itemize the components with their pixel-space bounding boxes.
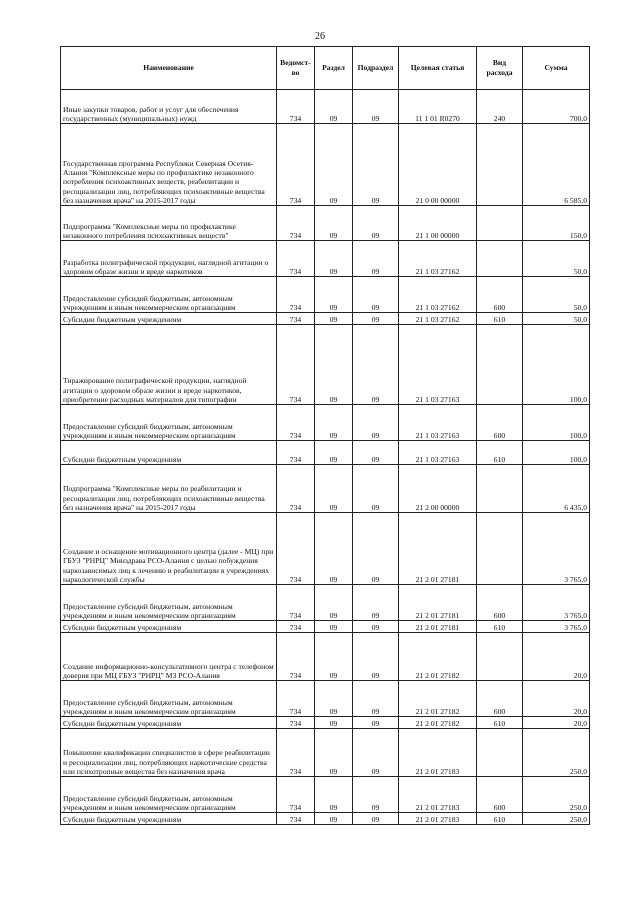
header-amount: Сумма: [523, 47, 590, 90]
table-row: [61, 405, 590, 441]
row-subsection: 09: [353, 513, 399, 585]
row-amount: 50,0: [523, 313, 590, 325]
row-expense-type: 240: [477, 90, 523, 124]
row-subsection: 09: [353, 729, 399, 777]
row-section: 09: [315, 405, 353, 441]
row-department: 734: [277, 621, 315, 633]
row-target-article: 21 2 00 00000: [399, 465, 477, 513]
row-expense-type: [477, 206, 523, 241]
row-amount: 20,0: [523, 717, 590, 729]
row-expense-type: [477, 241, 523, 277]
header-target-article: Целевая статья: [399, 47, 477, 90]
row-amount: 6 585,0: [523, 124, 590, 206]
row-department: 734: [277, 813, 315, 825]
row-target-article: 21 1 03 27162: [399, 277, 477, 313]
row-department: 734: [277, 313, 315, 325]
row-subsection: 09: [353, 633, 399, 681]
row-target-article: 21 2 01 27181: [399, 513, 477, 585]
row-subsection: 09: [353, 405, 399, 441]
row-amount: 100,0: [523, 441, 590, 465]
row-name: Создание и оснащение мотивационного центра (далее - МЦ) при ГБУЗ "РНРЦ" Минздрава РСО-Алания с целью побуждения наркозависимых лиц к лечению и реабилитации в учреждениях наркологической службы: [61, 513, 277, 585]
row-name: Предоставление субсидий бюджетным, автономным учреждениям и иным некоммерческим организациям: [61, 777, 277, 813]
table-row: [61, 90, 590, 124]
row-section: 09: [315, 513, 353, 585]
row-department: 734: [277, 585, 315, 621]
row-target-article: 21 0 00 00000: [399, 124, 477, 206]
row-section: 09: [315, 813, 353, 825]
header-expense-type: Вид расхода: [477, 47, 523, 90]
row-name: Разработка полиграфической продукции, наглядной агитации о здоровом образе жизни и вреде наркотиков: [61, 241, 277, 277]
table-row: [61, 313, 590, 325]
header-subsection: Подраздел: [353, 47, 399, 90]
row-name: Субсидии бюджетным учреждениям: [61, 313, 277, 325]
row-amount: 3 765,0: [523, 513, 590, 585]
row-amount: 250,0: [523, 777, 590, 813]
row-subsection: 09: [353, 241, 399, 277]
row-expense-type: [477, 729, 523, 777]
table-row: [61, 465, 590, 513]
row-target-article: 21 1 03 27163: [399, 441, 477, 465]
row-name: Повышение квалификации специалистов в сфере реабилитации и ресоциализации лиц, потребляющих наркотические средства или психотропные вещества без назначения врача: [61, 729, 277, 777]
row-name: Предоставление субсидий бюджетным, автономным учреждениям и иным некоммерческим организациям: [61, 585, 277, 621]
row-amount: 250,0: [523, 729, 590, 777]
row-amount: 100,0: [523, 405, 590, 441]
row-subsection: 09: [353, 441, 399, 465]
row-section: 09: [315, 277, 353, 313]
row-department: 734: [277, 124, 315, 206]
row-section: 09: [315, 441, 353, 465]
row-subsection: 09: [353, 585, 399, 621]
row-name: Субсидии бюджетным учреждениям: [61, 441, 277, 465]
row-amount: 3 765,0: [523, 621, 590, 633]
row-expense-type: [477, 124, 523, 206]
row-department: 734: [277, 405, 315, 441]
row-expense-type: 600: [477, 405, 523, 441]
row-name: Подпрограмма "Комплексные меры по реабилитации и ресоциализации лиц, потребляющих психоактивные вещества без назначения врача" на 2015-2017 годы: [61, 465, 277, 513]
table-row: [61, 241, 590, 277]
row-subsection: 09: [353, 621, 399, 633]
table-row: [61, 124, 590, 206]
row-amount: 250,0: [523, 813, 590, 825]
table-header-row: [61, 47, 590, 90]
row-section: 09: [315, 124, 353, 206]
row-expense-type: 610: [477, 441, 523, 465]
row-name: Подпрограмма "Комплексные меры по профилактике незаконного потребления психоактивных веществ": [61, 206, 277, 241]
row-target-article: 21 1 03 27163: [399, 405, 477, 441]
row-subsection: 09: [353, 277, 399, 313]
row-expense-type: 610: [477, 813, 523, 825]
table-row: [61, 813, 590, 825]
row-target-article: 21 1 00 00000: [399, 206, 477, 241]
row-section: 09: [315, 633, 353, 681]
row-section: 09: [315, 90, 353, 124]
row-name: Субсидии бюджетным учреждениям: [61, 717, 277, 729]
row-department: 734: [277, 777, 315, 813]
row-target-article: 21 2 01 27181: [399, 621, 477, 633]
row-department: 734: [277, 90, 315, 124]
table-row: [61, 585, 590, 621]
row-name: Субсидии бюджетным учреждениям: [61, 621, 277, 633]
row-target-article: 21 2 01 27182: [399, 717, 477, 729]
row-amount: 50,0: [523, 277, 590, 313]
row-name: Иные закупки товаров, работ и услуг для обеспечения государственных (муниципальных) нужд: [61, 90, 277, 124]
row-department: 734: [277, 277, 315, 313]
table-row: [61, 513, 590, 585]
row-target-article: 21 1 03 27163: [399, 325, 477, 405]
row-department: 734: [277, 729, 315, 777]
row-department: 734: [277, 241, 315, 277]
row-subsection: 09: [353, 465, 399, 513]
row-section: 09: [315, 585, 353, 621]
row-expense-type: 610: [477, 717, 523, 729]
row-target-article: 21 2 01 27182: [399, 633, 477, 681]
row-amount: 50,0: [523, 241, 590, 277]
row-target-article: 21 2 01 27183: [399, 777, 477, 813]
table-row: [61, 277, 590, 313]
row-name: Субсидии бюджетным учреждениям: [61, 813, 277, 825]
row-section: 09: [315, 777, 353, 813]
row-department: 734: [277, 681, 315, 717]
row-subsection: 09: [353, 681, 399, 717]
row-department: 734: [277, 441, 315, 465]
row-target-article: 21 1 03 27162: [399, 241, 477, 277]
row-section: 09: [315, 717, 353, 729]
row-section: 09: [315, 465, 353, 513]
header-name: Наименование: [61, 47, 277, 90]
row-expense-type: [477, 465, 523, 513]
row-amount: 20,0: [523, 681, 590, 717]
row-name: Предоставление субсидий бюджетным, автономным учреждениям и иным некоммерческим организациям: [61, 681, 277, 717]
row-section: 09: [315, 313, 353, 325]
row-expense-type: [477, 633, 523, 681]
header-department: Ведомст-во: [277, 47, 315, 90]
row-subsection: 09: [353, 90, 399, 124]
row-section: 09: [315, 621, 353, 633]
row-expense-type: [477, 325, 523, 405]
table-row: [61, 441, 590, 465]
row-expense-type: 600: [477, 277, 523, 313]
row-subsection: 09: [353, 325, 399, 405]
row-name: Государственная программа Республики Северная Осетия-Алания "Комплексные меры по профилактике незаконного потребления психоактивных веществ, реабилитации и ресоциализации лиц, потребляющих психоактивные вещества без назначения врача" на 2015-2017 годы: [61, 124, 277, 206]
table-row: [61, 777, 590, 813]
table-row: [61, 633, 590, 681]
row-section: 09: [315, 325, 353, 405]
row-name: Тиражирование полиграфической продукции, наглядной агитации о здоровом образе жизни и вреде наркотиков, приобретение расходных материалов для типографии: [61, 325, 277, 405]
row-expense-type: 610: [477, 621, 523, 633]
row-target-article: 21 2 01 27181: [399, 585, 477, 621]
row-department: 734: [277, 206, 315, 241]
row-amount: 150,0: [523, 206, 590, 241]
budget-table: [60, 46, 590, 825]
row-expense-type: 600: [477, 585, 523, 621]
row-subsection: 09: [353, 777, 399, 813]
table-row: [61, 206, 590, 241]
row-department: 734: [277, 717, 315, 729]
row-section: 09: [315, 206, 353, 241]
header-section: Раздел: [315, 47, 353, 90]
row-subsection: 09: [353, 717, 399, 729]
row-expense-type: 610: [477, 313, 523, 325]
row-section: 09: [315, 241, 353, 277]
row-target-article: 11 1 01 R0270: [399, 90, 477, 124]
table-row: [61, 681, 590, 717]
table-row: [61, 717, 590, 729]
row-department: 734: [277, 513, 315, 585]
row-target-article: 21 1 03 27162: [399, 313, 477, 325]
row-amount: 20,0: [523, 633, 590, 681]
row-subsection: 09: [353, 124, 399, 206]
row-target-article: 21 2 01 27183: [399, 729, 477, 777]
table-row: [61, 729, 590, 777]
row-section: 09: [315, 681, 353, 717]
table-row: [61, 325, 590, 405]
row-subsection: 09: [353, 206, 399, 241]
row-expense-type: [477, 513, 523, 585]
row-name: Предоставление субсидий бюджетным, автономным учреждениям и иным некоммерческим организациям: [61, 405, 277, 441]
row-subsection: 09: [353, 313, 399, 325]
row-section: 09: [315, 729, 353, 777]
row-target-article: 21 2 01 27182: [399, 681, 477, 717]
row-name: Предоставление субсидий бюджетным, автономным учреждениям и иным некоммерческим организациям: [61, 277, 277, 313]
row-amount: 700,0: [523, 90, 590, 124]
row-department: 734: [277, 325, 315, 405]
row-subsection: 09: [353, 813, 399, 825]
row-amount: 6 435,0: [523, 465, 590, 513]
row-amount: 3 765,0: [523, 585, 590, 621]
row-amount: 100,0: [523, 325, 590, 405]
row-target-article: 21 2 01 27183: [399, 813, 477, 825]
row-name: Создание информационно-консультативного центра с телефоном доверия при МЦ ГБУЗ "РНРЦ" МЗ РСО-Алания: [61, 633, 277, 681]
row-department: 734: [277, 465, 315, 513]
page-number: 26: [315, 31, 325, 42]
table-row: [61, 621, 590, 633]
row-department: 734: [277, 633, 315, 681]
row-expense-type: 600: [477, 681, 523, 717]
row-expense-type: 600: [477, 777, 523, 813]
